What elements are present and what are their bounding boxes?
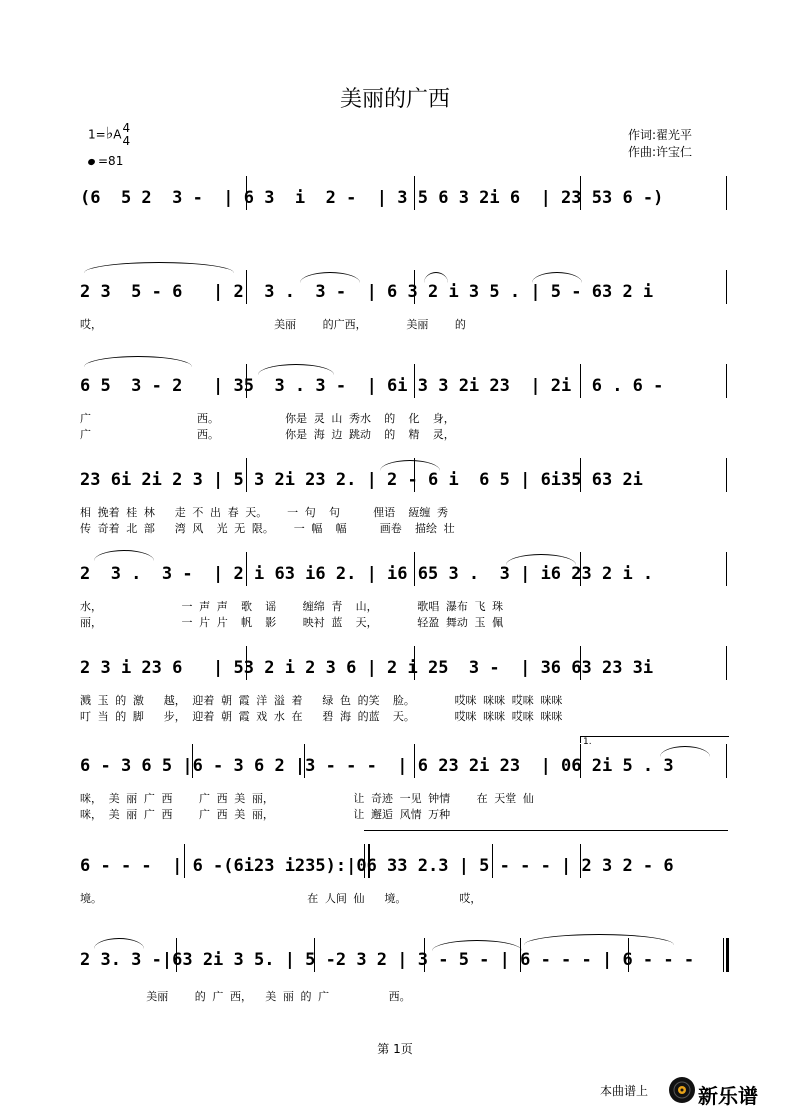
notes: 2 3. 3 -|63 2i 3 5. | 5 -2 3 2 | 3 - 5 - | 6 - - - | 6 - - - bbox=[80, 950, 695, 970]
lyrics-verse-1: 广 西。 你是 灵 山 秀水 的 化 身， bbox=[80, 412, 455, 425]
lyrics-verse-1: 溅 玉 的 激 越， 迎着 朝 霞 洋 溢 着 绿 色 的笑 脸。 哎咪 咪咪 哎咪 咪咪 bbox=[80, 694, 563, 707]
meter-bottom: 4 bbox=[122, 134, 131, 148]
time-signature bbox=[122, 122, 130, 148]
music-row bbox=[80, 176, 728, 210]
composer: 作曲:许宝仁 bbox=[628, 145, 693, 159]
music-row bbox=[80, 844, 728, 878]
tempo-marking bbox=[88, 154, 123, 168]
music-row bbox=[80, 552, 728, 586]
music-row bbox=[80, 744, 728, 778]
key-prefix: 1= bbox=[88, 127, 106, 142]
notes: 6 - - - | 6 -(6i23 i235):|06 33 2.3 | 5 - - - | 2 3 2 - 6 bbox=[80, 856, 674, 876]
music-row bbox=[80, 938, 728, 972]
notes: 6 5 3 - 2 | 35 3 . 3 - | 6i 3 3 2i 23 | 2i 6 . 6 - bbox=[80, 376, 664, 396]
key-note: A bbox=[113, 127, 122, 142]
lyrics-verse-1: 水， 一 声 声 歌 谣 缠绵 青 山， 歌唱 瀑布 飞 珠 bbox=[80, 600, 504, 613]
lyrics-verse-2: 广 西。 你是 海 边 跳动 的 精 灵， bbox=[80, 428, 455, 441]
flat-sign: ♭ bbox=[105, 123, 114, 143]
lyrics-verse-2: 传 奇着 北 部 湾 风 光 无 限。 一 幅 幅 画卷 描绘 壮 bbox=[80, 522, 455, 535]
meter-top: 4 bbox=[122, 121, 131, 135]
lyrics-verse-2: 丽， 一 片 片 帆 影 映衬 蓝 天， 轻盈 舞动 玉 佩 bbox=[80, 616, 504, 629]
lyrics-verse-1: 境。 在 人间 仙 境。 哎， bbox=[80, 892, 482, 905]
key-signature bbox=[88, 122, 130, 148]
notes: 23 6i 2i 2 3 | 5 3 2i 23 2. | 2 - 6 i 6 5 | 6i35 63 2i bbox=[80, 470, 643, 490]
lyrics-verse-2: 叮 当 的 脚 步， 迎着 朝 霞 戏 水 在 碧 海 的蓝 天。 哎咪 咪咪 哎咪 咪咪 bbox=[80, 710, 563, 723]
tempo-value: =81 bbox=[98, 154, 124, 168]
notes: (6 5 2 3 - | 6 3 i 2 - | 3 5 6 3 2i 6 | 23 53 6 -) bbox=[80, 188, 664, 208]
notes: 6 - 3 6 5 |6 - 3 6 2 |3 - - - | 6 23 2i 23 | 06 2i 5 . 3 bbox=[80, 756, 674, 776]
volta-bracket-2 bbox=[364, 830, 728, 831]
score-title: 美丽的广西 bbox=[339, 87, 450, 112]
music-row bbox=[80, 458, 728, 492]
vinyl-record-icon bbox=[668, 1076, 696, 1108]
brand-prefix: 本曲谱上 bbox=[600, 1084, 649, 1098]
lyrics-verse-1: 相 挽着 桂 林 走 不 出 春 天。 一 句 句 俚语 絚缠 秀 bbox=[80, 506, 448, 519]
volta-number: 1. bbox=[583, 737, 592, 747]
page-number: 第 1页 bbox=[377, 1042, 413, 1056]
music-row bbox=[80, 646, 728, 680]
music-row bbox=[80, 364, 728, 398]
notes: 2 3 . 3 - | 2 i 63 i6 2. | i6 65 3 . 3 | i6 23 2 i . bbox=[80, 564, 654, 584]
notes: 2 3 i 23 6 | 53 2 i 2 3 6 | 2 i 25 3 - | 36 63 23 3i bbox=[80, 658, 654, 678]
lyricist: 作词:翟光平 bbox=[628, 128, 693, 142]
volta-bracket bbox=[580, 736, 729, 743]
lyrics-verse-1: 咪， 美 丽 广 西 广 西 美 丽， 让 奇迹 一见 钟情 在 天堂 仙 bbox=[80, 792, 534, 805]
notes: 2 3 5 - 6 | 2 3 . 3 - | 6 3 2 i 3 5 . | 5 - 63 2 i bbox=[80, 282, 654, 302]
lyrics-verse-1: 哎， 美丽 的广西， 美丽 的 bbox=[80, 318, 466, 331]
music-row bbox=[80, 270, 728, 304]
credits bbox=[628, 127, 692, 161]
quarter-note-icon bbox=[87, 158, 96, 166]
lyrics-verse-1: 美丽 的 广 西， 美 丽 的 广 西。 bbox=[80, 990, 411, 1003]
lyrics-verse-2: 咪， 美 丽 广 西 广 西 美 丽， 让 邂逅 风情 万种 bbox=[80, 808, 451, 821]
brand-name: 新乐谱 bbox=[698, 1084, 758, 1108]
